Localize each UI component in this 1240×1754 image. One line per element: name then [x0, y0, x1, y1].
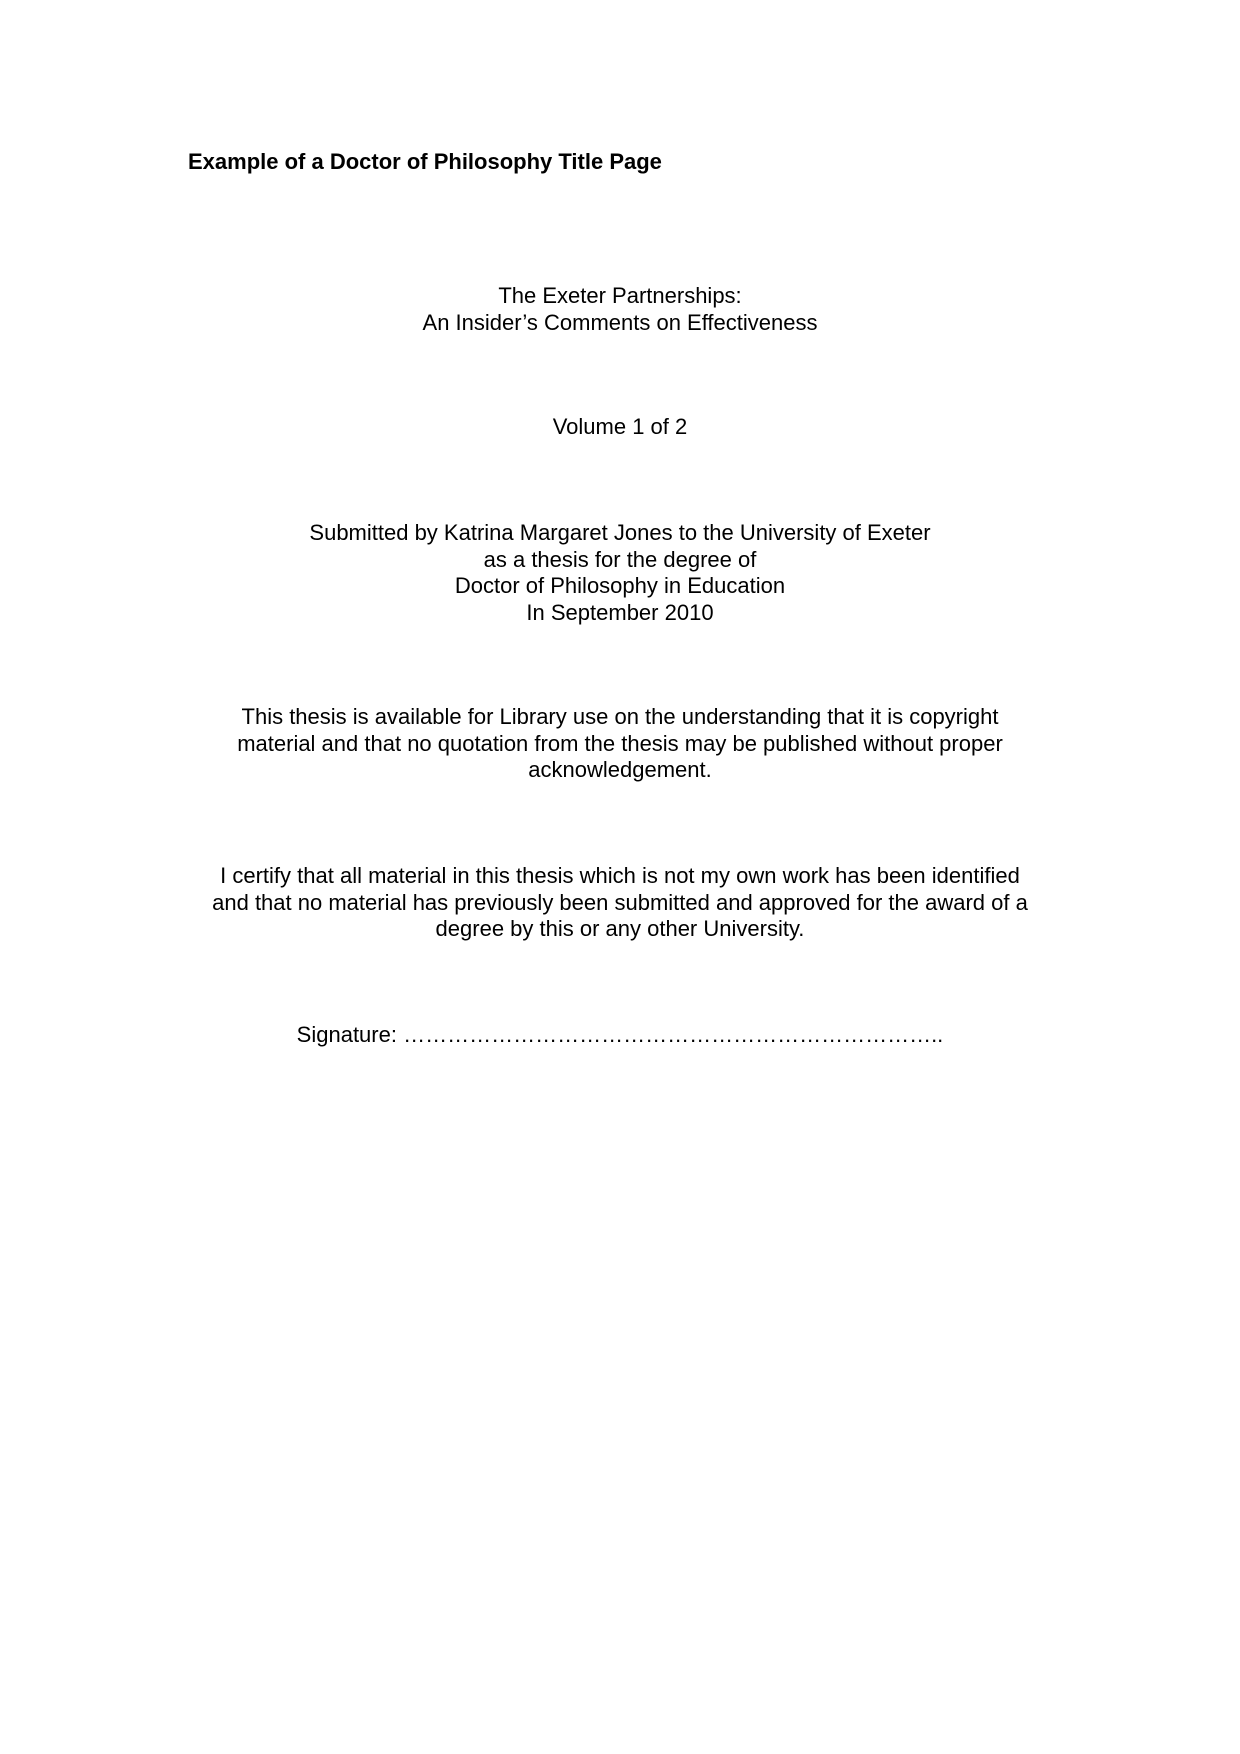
volume-info — [0, 414, 1240, 441]
volume-label: Volume 1 of 2 — [552, 414, 688, 439]
submission-line-3: Doctor of Philosophy in Education — [454, 573, 786, 598]
thesis-title-line-2: An Insider’s Comments on Effectiveness — [422, 309, 818, 335]
availability-statement — [0, 704, 1240, 784]
thesis-title — [0, 283, 1240, 336]
thesis-title-line-1: The Exeter Partnerships: — [498, 283, 742, 308]
submission-details — [0, 520, 1240, 626]
submission-line-4: In September 2010 — [526, 599, 714, 625]
availability-line-1: This thesis is available for Library use on the understanding that it is copyright — [241, 704, 999, 729]
submission-line-2: as a thesis for the degree of — [483, 546, 757, 572]
availability-line-2: material and that no quotation from the thesis may be published without proper — [237, 730, 1003, 756]
signature-label: Signature: ……………………………………………………………….. — [296, 1022, 944, 1047]
certification-line-1: I certify that all material in this thesis which is not my own work has been identified — [220, 863, 1020, 888]
certification-line-2: and that no material has previously been submitted and approved for the award of a — [212, 889, 1028, 915]
page-heading: Example of a Doctor of Philosophy Title Page — [188, 149, 662, 174]
signature-line — [0, 1022, 1240, 1049]
certification-line-3: degree by this or any other University. — [435, 916, 805, 941]
availability-line-3: acknowledgement. — [528, 757, 712, 782]
certification-statement — [0, 863, 1240, 943]
submission-line-1: Submitted by Katrina Margaret Jones to the University of Exeter — [309, 520, 931, 545]
